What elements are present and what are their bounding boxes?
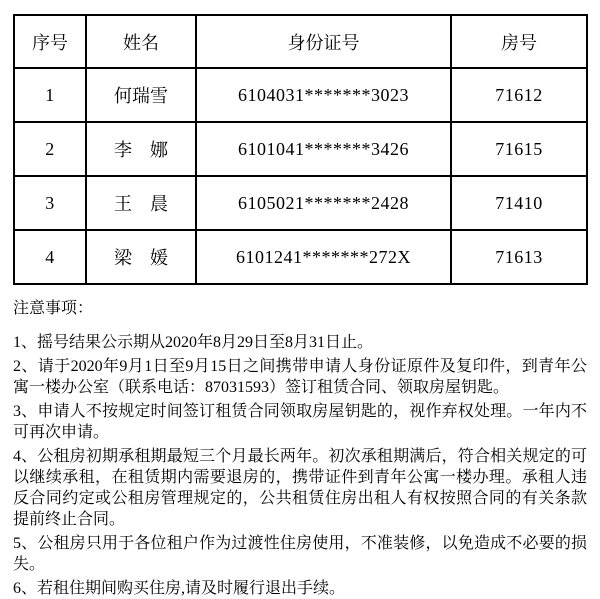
cell-name: 王 晨 — [86, 176, 196, 230]
lottery-result-table — [13, 14, 588, 285]
cell-id-number: 6104031*******3023 — [196, 68, 451, 122]
header-id-number: 身份证号 — [196, 15, 451, 68]
cell-name: 梁 媛 — [86, 230, 196, 284]
table-row — [14, 68, 587, 122]
note-item: 3、申请人不按规定时间签订租赁合同领取房屋钥匙的，视作弃权处理。一年内不可再次申请。 — [13, 403, 587, 441]
note-item: 2、请于2020年9月1日至9月15日之间携带申请人身份证原件及复印件，到青年公寓一楼办公室（联系电话：87031593）签订租赁合同、领取房屋钥匙。 — [13, 358, 587, 396]
cell-id-number: 6105021*******2428 — [196, 176, 451, 230]
cell-name: 何瑞雪 — [86, 68, 196, 122]
cell-serial: 3 — [14, 176, 86, 230]
note-item: 5、公租房只用于各位租户作为过渡性住房使用，不准装修，以免造成不必要的损失。 — [13, 535, 587, 573]
cell-room-number: 71612 — [451, 68, 587, 122]
cell-id-number: 6101241*******272X — [196, 230, 451, 284]
cell-serial: 2 — [14, 122, 86, 176]
cell-name: 李 娜 — [86, 122, 196, 176]
header-serial-number: 序号 — [14, 15, 86, 68]
table-header-row — [14, 15, 587, 68]
cell-id-number: 6101041*******3426 — [196, 122, 451, 176]
note-item: 4、公租房初期承租期最短三个月最长两年。初次承租期满后，符合相关规定的可以继续承租，在租赁期内需要退房的，携带证件到青年公寓一楼办理。承租人违反合同约定或公租房管理规定的，公共租赁住房出租人有权按照合同的有关条款提前终止合同。 — [13, 448, 587, 528]
header-name: 姓名 — [86, 15, 196, 68]
notes-heading: 注意事项： — [13, 300, 94, 317]
table-row — [14, 230, 587, 284]
cell-serial: 4 — [14, 230, 86, 284]
table-row — [14, 122, 587, 176]
header-room-number: 房号 — [451, 15, 587, 68]
note-item: 1、摇号结果公示期从2020年8月29日至8月31日止。 — [13, 334, 374, 351]
notes-section — [13, 298, 587, 599]
cell-serial: 1 — [14, 68, 86, 122]
note-item: 6、若租住期间购买住房,请及时履行退出手续。 — [13, 580, 346, 597]
cell-room-number: 71410 — [451, 176, 587, 230]
table-row — [14, 176, 587, 230]
cell-room-number: 71613 — [451, 230, 587, 284]
cell-room-number: 71615 — [451, 122, 587, 176]
